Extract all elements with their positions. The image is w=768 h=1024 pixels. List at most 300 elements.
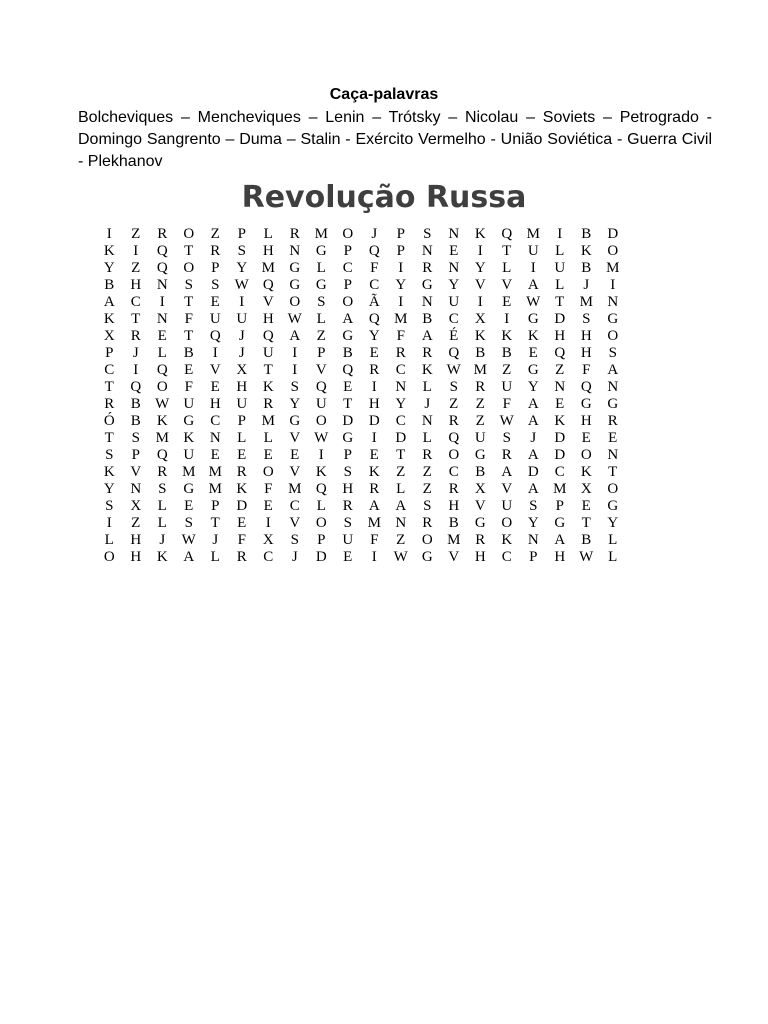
grid-letter: T [581,515,591,531]
grid-letter: N [130,481,142,497]
grid-letter: R [263,396,274,412]
grid-letter: L [263,226,273,242]
grid-letter: K [580,464,592,480]
grid-letter: A [607,362,619,378]
grid-letter: X [236,362,248,378]
grid-letter: O [156,379,168,395]
grid-letter: R [236,549,247,565]
grid-letter: G [289,277,301,293]
grid-letter: L [502,260,512,276]
grid-letter: D [236,498,248,514]
grid-letter: P [317,345,326,361]
grid-letter: Y [474,260,486,276]
grid-letter: G [315,243,327,259]
grid-letter: T [263,362,273,378]
grid-letter: T [608,464,618,480]
page-title: Revolução Russa [241,180,527,215]
grid-letter: M [394,311,408,327]
grid-letter: O [580,447,592,463]
grid-letter: R [422,345,433,361]
grid-letter: V [474,277,486,293]
grid-letter: N [395,379,407,395]
grid-letter: S [184,277,193,293]
grid-letter: G [607,396,619,412]
grid-letter: Q [130,379,142,395]
grid-letter: K [474,226,486,242]
grid-letter: H [342,481,354,497]
grid-letter: M [182,464,196,480]
grid-letter: K [580,243,592,259]
grid-letter: F [237,532,246,548]
grid-letter: F [184,379,193,395]
grid-letter: I [212,345,218,361]
grid-letter: E [263,447,273,463]
grid-row [96,328,648,345]
grid-letter: O [607,243,619,259]
grid-letter: U [448,294,460,310]
grid-letter: U [236,311,248,327]
grid-letter: G [474,447,486,463]
grid-letter: Z [131,515,141,531]
grid-letter: S [211,277,220,293]
grid-letter: M [579,294,593,310]
grid-letter: J [238,345,245,361]
grid-letter: A [342,311,354,327]
grid-letter: U [183,447,195,463]
grid-letter: A [527,413,539,429]
grid-letter: D [554,447,566,463]
grid-letter: S [158,481,167,497]
grid-letter: H [580,413,592,429]
grid-letter: A [183,549,195,565]
grid-letter: R [501,447,512,463]
grid-letter: B [130,396,141,412]
grid-letter: C [501,549,512,565]
grid-letter: É [449,328,459,344]
grid-letter: L [396,481,406,497]
grid-letter: E [528,345,538,361]
grid-letter: S [343,464,352,480]
grid-letter: T [184,328,194,344]
grid-letter: Q [156,243,168,259]
grid-letter: H [474,549,486,565]
grid-letter: Z [502,362,512,378]
grid-letter: I [106,515,112,531]
grid-letter: P [211,260,220,276]
grid-letter: E [555,396,565,412]
grid-letter: N [289,243,301,259]
grid-letter: I [371,549,377,565]
grid-letter: Y [395,396,407,412]
grid-letter: F [582,362,591,378]
grid-letter: O [103,549,115,565]
grid-letter: H [580,328,592,344]
grid-letter: C [369,277,380,293]
grid-letter: K [262,379,274,395]
grid-letter: W [234,277,249,293]
grid-letter: H [209,396,221,412]
grid-letter: Y [395,277,407,293]
grid-letter: A [527,277,539,293]
grid-letter: E [343,549,353,565]
grid-row [96,226,648,243]
grid-letter: S [449,379,458,395]
grid-letter: L [608,549,618,565]
grid-letter: Y [103,481,115,497]
grid-letter: O [607,481,619,497]
grid-letter: U [236,396,248,412]
grid-letter: L [608,532,618,548]
grid-letter: M [606,260,620,276]
grid-letter: K [156,413,168,429]
word-search-grid [96,226,648,566]
grid-letter: U [342,532,354,548]
grid-letter: Q [448,345,460,361]
grid-row [96,311,648,328]
grid-letter: K [315,464,327,480]
grid-letter: I [106,226,112,242]
grid-letter: D [554,430,566,446]
grid-letter: R [289,226,300,242]
grid-letter: K [421,362,433,378]
grid-letter: H [368,396,380,412]
grid-letter: K [527,328,539,344]
grid-letter: N [421,294,433,310]
grid-letter: R [342,498,353,514]
grid-letter: R [448,413,459,429]
grid-letter: G [183,481,195,497]
grid-letter: K [501,532,513,548]
grid-letter: R [448,481,459,497]
grid-letter: N [395,515,407,531]
grid-letter: K [236,481,248,497]
grid-letter: M [473,362,487,378]
grid-letter: K [183,430,195,446]
grid-letter: Z [422,481,432,497]
grid-letter: I [398,294,404,310]
grid-letter: P [105,345,114,361]
grid-letter: N [527,532,539,548]
grid-letter: G [607,498,619,514]
grid-letter: L [422,430,432,446]
grid-letter: H [554,549,566,565]
grid-letter: N [421,413,433,429]
grid-letter: K [368,464,380,480]
grid-letter: M [261,413,275,429]
grid-letter: W [499,413,514,429]
grid-letter: C [554,464,565,480]
grid-letter: N [607,294,619,310]
grid-letter: Q [262,328,274,344]
grid-row [96,481,648,498]
grid-letter: E [449,243,459,259]
grid-letter: W [181,532,196,548]
grid-letter: E [343,379,353,395]
grid-letter: X [262,532,274,548]
grid-letter: E [184,498,194,514]
grid-letter: Q [156,447,168,463]
grid-letter: A [289,328,301,344]
grid-letter: G [289,413,301,429]
grid-letter: R [104,396,115,412]
grid-letter: F [370,260,379,276]
grid-letter: Z [555,362,565,378]
grid-letter: H [236,379,248,395]
grid-letter: E [210,294,220,310]
grid-letter: A [554,532,566,548]
grid-letter: I [610,277,616,293]
grid-letter: M [526,226,540,242]
grid-letter: T [555,294,565,310]
grid-letter: V [289,515,301,531]
grid-letter: Q [209,328,221,344]
grid-letter: K [103,311,115,327]
grid-letter: M [155,430,169,446]
grid-letter: L [210,549,220,565]
grid-letter: B [475,464,486,480]
grid-letter: B [104,277,115,293]
grid-letter: Q [501,226,513,242]
grid-letter: J [212,532,219,548]
grid-letter: G [342,328,354,344]
grid-letter: Z [316,328,326,344]
grid-letter: L [157,498,167,514]
grid-letter: X [103,328,115,344]
grid-letter: I [477,294,483,310]
grid-letter: J [159,532,166,548]
grid-letter: Z [131,226,141,242]
grid-letter: E [157,328,167,344]
grid-letter: M [447,532,461,548]
grid-letter: P [211,498,220,514]
grid-letter: N [554,379,566,395]
grid-letter: O [262,464,274,480]
grid-letter: L [263,430,273,446]
grid-letter: I [239,294,245,310]
grid-letter: C [130,294,141,310]
grid-letter: Q [315,379,327,395]
grid-letter: O [607,328,619,344]
grid-letter: U [554,260,566,276]
grid-letter: I [292,362,298,378]
grid-letter: T [131,311,141,327]
grid-letter: S [343,515,352,531]
grid-letter: C [448,311,459,327]
grid-letter: P [396,243,405,259]
grid-row [96,260,648,277]
grid-row [96,498,648,515]
grid-letter: R [157,226,168,242]
grid-letter: I [504,311,510,327]
grid-letter: M [261,260,275,276]
grid-letter: M [553,481,567,497]
grid-letter: Q [156,362,168,378]
grid-letter: C [104,362,115,378]
grid-letter: L [157,345,167,361]
grid-letter: L [104,532,114,548]
grid-letter: E [369,447,379,463]
grid-letter: B [581,532,592,548]
grid-letter: N [156,311,168,327]
grid-letter: B [448,515,459,531]
grid-letter: Y [527,379,539,395]
grid-letter: O [315,515,327,531]
grid-letter: F [370,532,379,548]
grid-letter: E [210,447,220,463]
grid-letter: H [554,328,566,344]
grid-letter: J [530,430,537,446]
grid-letter: B [581,260,592,276]
grid-letter: V [289,464,301,480]
grid-letter: M [367,515,381,531]
grid-letter: G [342,430,354,446]
grid-letter: W [446,362,461,378]
grid-letter: Z [131,260,141,276]
grid-letter: N [209,430,221,446]
grid-letter: S [105,498,114,514]
grid-letter: Q [315,481,327,497]
grid-letter: G [421,549,433,565]
grid-letter: X [474,481,486,497]
grid-letter: C [210,413,221,429]
grid-letter: U [527,243,539,259]
grid-letter: S [423,498,432,514]
grid-letter: A [368,498,380,514]
grid-letter: Q [368,311,380,327]
grid-letter: Z [422,464,432,480]
grid-letter: Q [554,345,566,361]
grid-row [96,447,648,464]
grid-letter: R [475,379,486,395]
grid-letter: W [155,396,170,412]
grid-letter: U [501,379,513,395]
grid-letter: D [315,549,327,565]
grid-letter: Z [396,532,406,548]
grid-letter: D [368,413,380,429]
grid-letter: U [262,345,274,361]
grid-row [96,362,648,379]
grid-letter: S [608,345,617,361]
grid-letter: J [371,226,378,242]
grid-letter: H [130,532,142,548]
grid-letter: J [132,345,139,361]
word-list: Bolcheviques – Mencheviques – Lenin – Trótsky – Nicolau – Soviets – Petrogrado - Domingo Sangrento – Duma – Stalin - Exército Vermelho - União Soviética - Guerra Civil - Plekhanov [78,109,712,170]
grid-letter: W [393,549,408,565]
grid-letter: P [529,549,538,565]
grid-row [96,379,648,396]
grid-letter: T [396,447,406,463]
grid-letter: A [395,498,407,514]
grid-letter: V [501,277,513,293]
grid-letter: F [502,396,511,412]
grid-letter: Y [103,260,115,276]
grid-letter: C [289,498,300,514]
grid-letter: L [316,311,326,327]
grid-letter: Ã [368,294,380,310]
grid-letter: D [395,430,407,446]
grid-letter: D [607,226,619,242]
grid-letter: Q [262,277,274,293]
grid-letter: Y [527,515,539,531]
grid-letter: S [131,430,140,446]
grid-letter: B [130,413,141,429]
grid-letter: N [448,226,460,242]
grid-letter: S [423,226,432,242]
grid-letter: K [554,413,566,429]
grid-letter: G [527,311,539,327]
grid-letter: B [183,345,194,361]
grid-row [96,413,648,430]
grid-letter: L [316,498,326,514]
grid-letter: S [237,243,246,259]
grid-letter: T [184,243,194,259]
grid-letter: H [130,549,142,565]
grid-letter: D [554,311,566,327]
grid-letter: N [421,243,433,259]
grid-letter: W [579,549,594,565]
grid-letter: A [421,328,433,344]
grid-letter: I [371,430,377,446]
grid-letter: G [554,515,566,531]
grid-letter: O [501,515,513,531]
grid-letter: F [184,311,193,327]
grid-letter: U [315,396,327,412]
grid-row [96,515,648,532]
grid-letter: I [530,260,536,276]
grid-letter: Y [236,260,248,276]
grid-letter: V [289,430,301,446]
grid-letter: J [291,549,298,565]
grid-letter: I [371,379,377,395]
grid-letter: P [343,447,352,463]
grid-letter: Z [449,396,459,412]
grid-letter: R [157,464,168,480]
grid-letter: Ó [103,413,115,429]
grid-row [96,464,648,481]
grid-letter: T [184,294,194,310]
grid-letter: X [130,498,142,514]
grid-letter: N [156,277,168,293]
grid-row [96,396,648,413]
grid-letter: H [580,345,592,361]
grid-letter: I [318,447,324,463]
grid-letter: G [527,362,539,378]
grid-letter: G [289,260,301,276]
grid-letter: Y [607,515,619,531]
grid-letter: C [263,549,274,565]
grid-letter: E [369,345,379,361]
grid-letter: L [157,515,167,531]
grid-letter: N [448,260,460,276]
grid-letter: F [396,328,405,344]
grid-letter: O [183,226,195,242]
grid-letter: I [265,515,271,531]
grid-letter: I [159,294,165,310]
grid-letter: X [580,481,592,497]
grid-letter: V [130,464,142,480]
grid-letter: S [290,379,299,395]
grid-letter: B [501,345,512,361]
grid-letter: E [581,498,591,514]
grid-letter: W [287,311,302,327]
grid-letter: P [343,277,352,293]
grid-letter: H [448,498,460,514]
grid-letter: L [316,260,326,276]
grid-letter: P [396,226,405,242]
grid-letter: B [581,226,592,242]
grid-letter: E [263,498,273,514]
grid-letter: B [342,345,353,361]
